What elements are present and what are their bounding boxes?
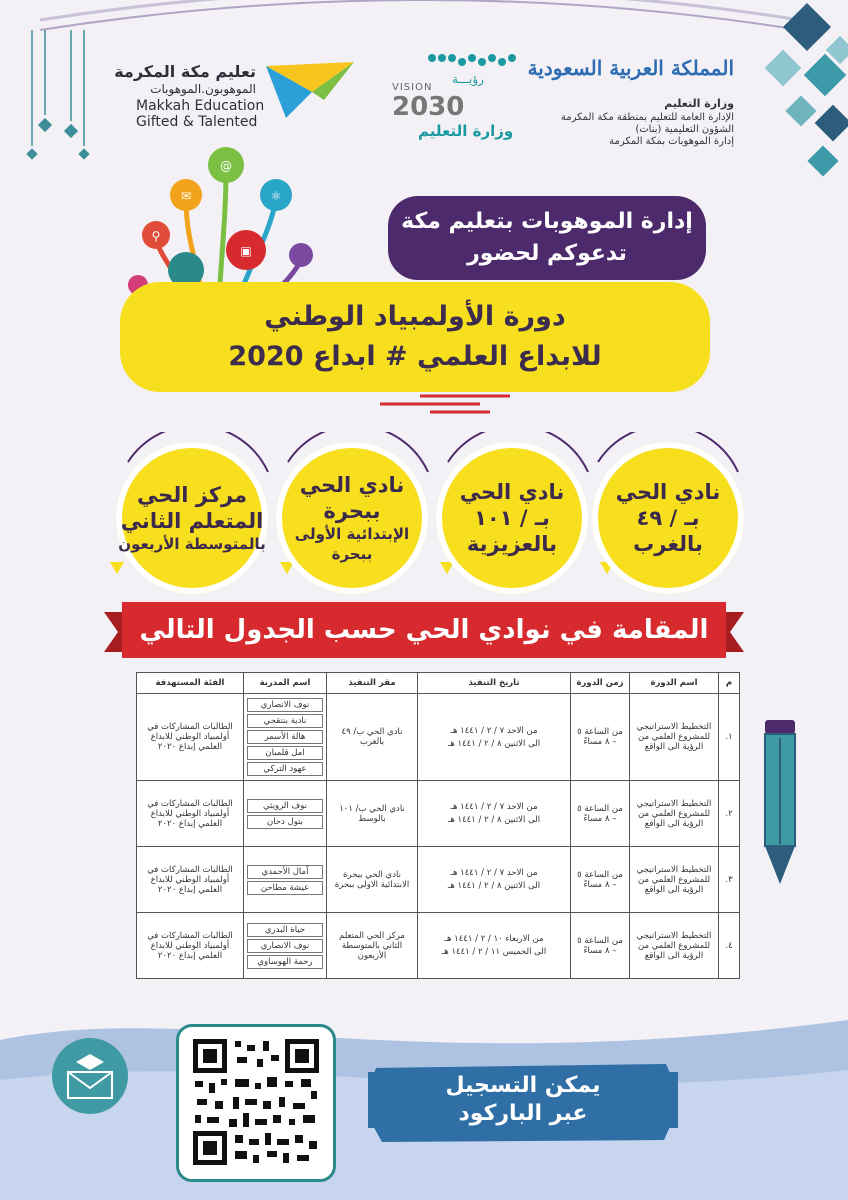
svg-text:⚲: ⚲ <box>151 229 161 243</box>
cell-date2: الى الاثنين ٨ / ٢ / ١٤٤١ هـ <box>447 881 541 891</box>
club-2-line3: بالعزيزية <box>466 532 558 556</box>
table-row <box>137 913 740 979</box>
course-line2: للابداع العلمي # ابداع 2020 <box>228 341 602 372</box>
makkah-en-line2: Gifted & Talented <box>136 114 258 130</box>
trainer-name: آمال الأحمدي <box>247 865 323 879</box>
trainer-name: عهود التركي <box>247 762 323 776</box>
clubs-row <box>108 432 748 602</box>
cell-time: من الساعة ٥ – ٨ مساءً <box>571 847 630 913</box>
table-header-row <box>137 673 740 694</box>
club-4-line2: المتعلم الثاني <box>120 509 264 533</box>
cell-target: الطالبات المشاركات في أولمبياد الوطني للابداع العلمي إبداع ٢٠٢٠ <box>137 694 244 781</box>
invite-line2: تدعوكم لحضور <box>467 241 627 266</box>
svg-text:▣: ▣ <box>240 244 252 258</box>
vision-year: 2030 <box>392 92 465 122</box>
trainer-name: رحمة الهوساوي <box>247 955 323 969</box>
col-header-place: مقر التنفيذ <box>327 673 418 694</box>
invite-line1: إدارة الموهوبات بتعليم مكة <box>401 209 693 234</box>
trainer-name: نوف الانصاري <box>247 698 323 712</box>
moe-line2: الشؤون التعليمية (بنات) <box>635 124 734 135</box>
cell-trainers <box>244 913 327 979</box>
cell-place: نادي الحي ب/ ٤٩ بالغرب <box>327 694 418 781</box>
moe-line1: الإدارة العامة للتعليم بمنطقة مكة المكرمة <box>560 112 734 123</box>
cell-course: التخطيط الاستراتيجي للمشروع العلمي من الرؤية الى الواقع <box>630 847 719 913</box>
moe-kingdom: المملكة العربية السعودية <box>527 56 734 80</box>
trainer-name: هالة الأسمر <box>247 730 323 744</box>
vision-dots-icon <box>426 52 516 74</box>
cell-num: ٣. <box>719 847 740 913</box>
qr-code[interactable] <box>193 1039 319 1165</box>
cell-num: ١. <box>719 694 740 781</box>
qr-code-frame[interactable] <box>176 1024 336 1182</box>
makkah-ar-sub: الموهوبون.الموهوبات <box>150 82 256 96</box>
trainer-name: بتول دحان <box>247 815 323 829</box>
cell-time: من الساعة ٥ – ٨ مساءً <box>571 781 630 847</box>
club-4-line3: بالمتوسطة الأربعون <box>118 535 266 553</box>
makkah-arrow-icon <box>266 56 356 126</box>
moe-ministry: وزارة التعليم <box>664 97 734 110</box>
schedule-table <box>136 672 740 979</box>
course-banner <box>120 282 710 392</box>
pencil-icon <box>758 714 804 890</box>
vision-2030-logo <box>388 52 528 142</box>
invite-banner <box>388 196 706 280</box>
trainer-name: نوف الرويثي <box>247 799 323 813</box>
col-header-trainer: اسم المدربة <box>244 673 327 694</box>
club-circle-3 <box>276 442 428 594</box>
moe-line3: إدارة الموهوبات بمكة المكرمة <box>609 136 734 147</box>
vision-ru2ya: رؤيـــة <box>452 72 484 86</box>
cell-date1: من الاربعاء ١٠ / ٢ / ١٤٤١ هـ <box>444 934 544 944</box>
col-header-course: اسم الدورة <box>630 673 719 694</box>
cell-date <box>418 913 571 979</box>
vision-ministry: وزارة التعليم <box>418 122 514 140</box>
cell-date2: الى الاثنين ٨ / ٢ / ١٤٤١ هـ <box>447 815 541 825</box>
club-4-line1: مركز الحي <box>136 483 248 507</box>
cell-course: التخطيط الاستراتيجي للمشروع العلمي من الرؤية الى الواقع <box>630 913 719 979</box>
club-1-line1: نادي الحي <box>615 480 721 504</box>
trainer-name: امل قلمبان <box>247 746 323 760</box>
cell-place: نادي الحي ببحرة الابتدائية الاولى ببحرة <box>327 847 418 913</box>
cell-date1: من الاحد ٧ / ٢ / ١٤٤١ هـ <box>450 802 538 812</box>
graduation-envelope-icon <box>48 1034 132 1118</box>
club-3-line3: الإبتدائية الأولى ببحرة <box>294 525 410 563</box>
cell-date1: من الاحد ٧ / ٢ / ١٤٤١ هـ <box>450 725 538 736</box>
cell-trainers <box>244 781 327 847</box>
cell-target: الطالبات المشاركات في أولمبياد الوطني للابداع العلمي إبداع ٢٠٢٠ <box>137 781 244 847</box>
cell-time: من الساعة ٥ – ٨ مساءً <box>571 913 630 979</box>
cell-num: ٢. <box>719 781 740 847</box>
cell-target: الطالبات المشاركات في أولمبياد الوطني للابداع العلمي إبداع ٢٠٢٠ <box>137 847 244 913</box>
makkah-education-logo <box>106 56 356 136</box>
cell-course: التخطيط الاستراتيجي للمشروع العلمي من الرؤية الى الواقع <box>630 694 719 781</box>
moe-logo <box>527 56 770 156</box>
col-header-date: تاريخ التنفيذ <box>418 673 571 694</box>
club-1-line2: بـ / ٤٩ <box>636 506 700 530</box>
cell-date1: من الاحد ٧ / ٢ / ١٤٤١ هـ <box>450 868 538 878</box>
schedule-table-wrap <box>136 672 740 979</box>
course-line1: دورة الأولمبياد الوطني <box>264 301 566 332</box>
col-header-time: زمن الدورة <box>571 673 630 694</box>
cell-date2: الى الاثنين ٨ / ٢ / ١٤٤١ هـ <box>447 738 541 749</box>
cell-date2: الى الخميس ١١ / ٢ / ١٤٤١ هـ <box>441 947 547 957</box>
cell-time: من الساعة ٥ – ٨ مساءً <box>571 694 630 781</box>
table-row <box>137 781 740 847</box>
register-line2: عبر الباركود <box>458 1101 588 1126</box>
ribbon-title: المقامة في نوادي الحي حسب الجدول التالي <box>122 610 726 650</box>
cell-date <box>418 781 571 847</box>
cell-course: التخطيط الاستراتيجي للمشروع العلمي من الرؤية الى الواقع <box>630 781 719 847</box>
register-text <box>368 1072 678 1128</box>
svg-text:@: @ <box>220 159 232 173</box>
club-2-line2: بـ / ١٠١ <box>474 506 550 530</box>
makkah-ar-title: تعليم مكة المكرمة <box>114 62 256 81</box>
club-2-line1: نادي الحي <box>459 480 565 504</box>
svg-text:⚛: ⚛ <box>270 189 282 203</box>
trainer-name: عيشة مطاحن <box>247 881 323 895</box>
club-3-line1: نادي الحي <box>299 473 405 497</box>
cell-target: الطالبات المشاركات في أولمبياد الوطني للابداع العلمي إبداع ٢٠٢٠ <box>137 913 244 979</box>
club-circle-1 <box>592 442 744 594</box>
cell-date <box>418 694 571 781</box>
cell-place: مركز الحي المتعلم الثاني بالمتوسطة الأربعون <box>327 913 418 979</box>
trainer-name: حياة البدري <box>247 923 323 937</box>
svg-text:✉: ✉ <box>180 189 192 203</box>
cell-trainers <box>244 847 327 913</box>
vision-word: VISION <box>392 82 433 93</box>
club-circle-4 <box>116 442 268 594</box>
club-circle-2 <box>436 442 588 594</box>
trainer-name: نوف الانصاري <box>247 939 323 953</box>
cell-place: نادي الحي ب/ ١٠١ بالوسط <box>327 781 418 847</box>
club-1-line3: بالغرب <box>633 532 703 556</box>
cell-date <box>418 847 571 913</box>
table-row <box>137 847 740 913</box>
makkah-en-line1: Makkah Education <box>136 98 265 114</box>
red-accent-lines <box>380 392 520 418</box>
cell-num: ٤. <box>719 913 740 979</box>
club-3-line2: ببحرة <box>323 499 381 523</box>
col-header-target: الفئة المستهدفة <box>137 673 244 694</box>
trainer-name: نادية بنتقجي <box>247 714 323 728</box>
col-header-num: م <box>719 673 740 694</box>
cell-trainers <box>244 694 327 781</box>
table-row <box>137 694 740 781</box>
register-line1: يمكن التسجيل <box>445 1073 601 1098</box>
